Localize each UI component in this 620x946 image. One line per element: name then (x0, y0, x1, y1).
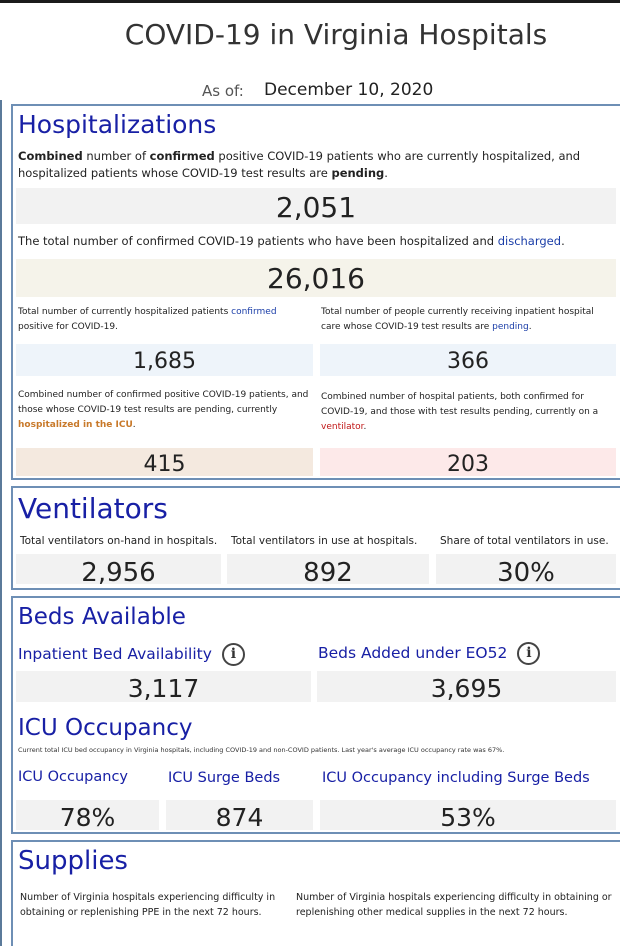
combined-value: 2,051 (275, 191, 357, 224)
vent-share-box (436, 554, 616, 584)
vent-inuse-label: Total ventilators in use at hospitals. (231, 535, 418, 547)
as-of-date: December 10, 2020 (264, 80, 434, 100)
vent-inuse-value: 892 (303, 558, 353, 584)
pending-description: Total number of people currently receiving inpatient hospital care whose COVID-19 test results are pending. (321, 307, 594, 332)
ventilators-panel (11, 486, 620, 590)
icu-occupancy-title: ICU Occupancy (18, 715, 193, 741)
beds-added-box (317, 671, 616, 702)
beds-added-value: 3,695 (430, 674, 503, 702)
ventilator-description: Combined number of hospital patients, both confirmed for COVID-19, and those with test results pending, currently on a ventilator. (321, 392, 599, 432)
info-icon[interactable]: i (222, 643, 245, 666)
icu-incl-surge-value: 53% (440, 803, 496, 830)
ventilator-value-box (320, 448, 616, 476)
other-supplies-description: Number of Virginia hospitals experiencing difficulty in obtaining or replenishing other medical supplies in the next 72 hours. (296, 892, 612, 918)
as-of-label: As of: (202, 82, 244, 100)
icu-surge-box (166, 800, 313, 830)
icu-surge-label: ICU Surge Beds (168, 770, 281, 786)
vent-onhand-value: 2,956 (81, 558, 156, 584)
info-icon[interactable]: i (517, 642, 540, 665)
confirmed-value-box (16, 344, 313, 376)
beds-added-label: Beds Added under EO52 i (318, 642, 540, 665)
icu-value: 415 (143, 452, 186, 476)
icu-incl-surge-label: ICU Occupancy including Surge Beds (322, 770, 590, 786)
icu-description: Combined number of confirmed positive COVID-19 patients, and those whose COVID-19 test results are pending, currently hospitalized in the ICU. (18, 390, 309, 430)
icu-incl-surge-box (320, 800, 616, 830)
top-border (0, 0, 620, 3)
inpatient-bed-value: 3,117 (127, 674, 200, 702)
left-border (0, 100, 2, 946)
ventilators-title: Ventilators (18, 492, 168, 525)
icu-occupancy-value: 78% (59, 803, 116, 830)
icu-occupancy-box (16, 800, 159, 830)
combined-value-box (16, 188, 616, 224)
ppe-description: Number of Virginia hospitals experiencing difficulty in obtaining or replenishing PPE in the next 72 hours. (20, 892, 276, 918)
icu-value-box (16, 448, 313, 476)
ventilator-value: 203 (447, 452, 489, 476)
supplies-title: Supplies (18, 846, 128, 876)
beds-panel (11, 596, 620, 834)
inpatient-bed-box (16, 671, 311, 702)
icu-occupancy-label: ICU Occupancy (18, 769, 129, 785)
vent-inuse-box (227, 554, 429, 584)
confirmed-value: 1,685 (133, 349, 196, 374)
discharged-description: The total number of confirmed COVID-19 patients who have been hospitalized and discharged. (18, 234, 565, 248)
beds-title: Beds Available (18, 604, 186, 630)
confirmed-description: Total number of currently hospitalized patients confirmed positive for COVID-19. (18, 307, 277, 332)
discharged-value-box (16, 259, 616, 297)
combined-description: Combined number of confirmed positive COVID-19 patients who are currently hospitalized, and hospitalized patients whose COVID-19 test results are pending. (18, 149, 581, 180)
vent-share-label: Share of total ventilators in use. (440, 535, 609, 547)
page-title: COVID-19 in Virginia Hospitals (124, 18, 548, 51)
hospitalizations-panel (11, 104, 620, 480)
vent-share-value: 30% (497, 558, 555, 584)
vent-onhand-box (16, 554, 221, 584)
pending-value-box (320, 344, 616, 376)
icu-note: Current total ICU bed occupancy in Virginia hospitals, including COVID-19 and non-COVID patients. Last year's average ICU occupancy rate was 67%. (18, 746, 505, 754)
supplies-panel (11, 840, 620, 946)
hospitalizations-title: Hospitalizations (18, 110, 217, 139)
icu-surge-value: 874 (215, 803, 264, 830)
vent-onhand-label: Total ventilators on-hand in hospitals. (20, 535, 218, 547)
discharged-value: 26,016 (267, 262, 365, 295)
pending-value: 366 (447, 349, 489, 374)
inpatient-bed-label: Inpatient Bed Availability i (18, 643, 245, 666)
